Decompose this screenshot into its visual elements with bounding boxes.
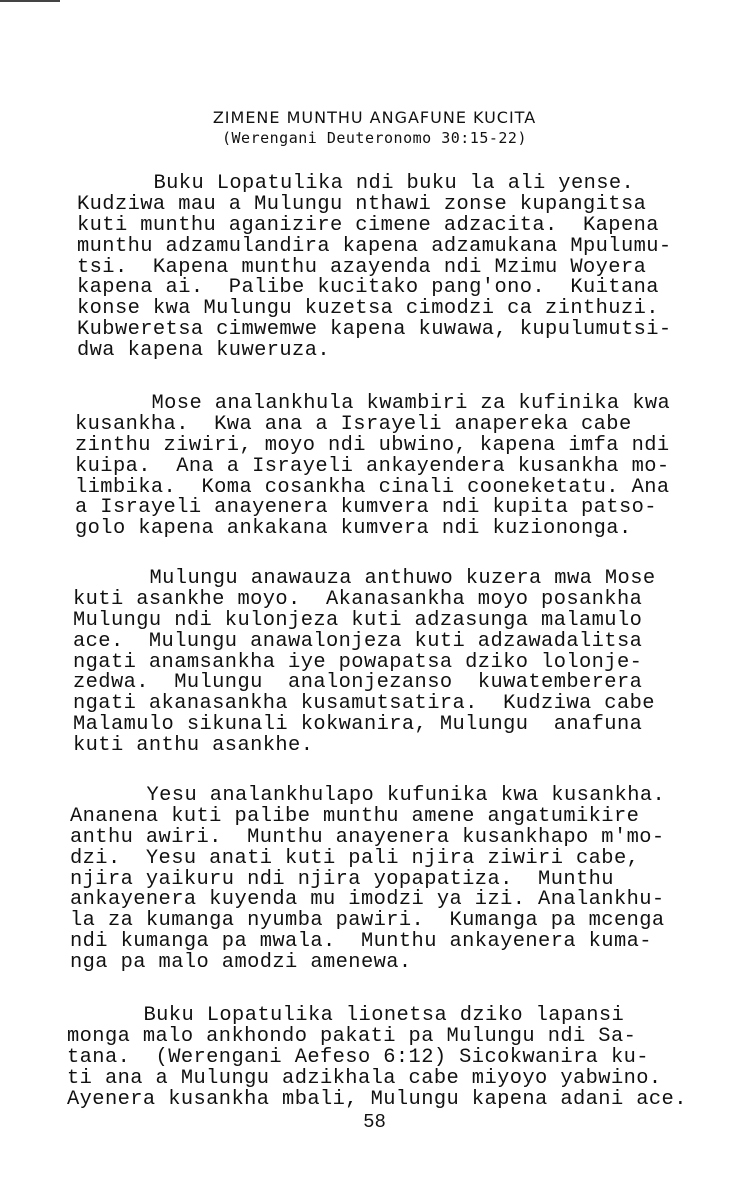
text-line: ngati akanasankha kusamutsatira. Kudziwa cabe xyxy=(73,692,655,716)
page-subtitle: (Werengani Deuteronomo 30:15-22) xyxy=(222,129,527,147)
text-line: ngati anamsankha iye powapatsa dziko lolonje- xyxy=(73,650,643,674)
text-line: kuti asankhe moyo. Akanasankha moyo posankha xyxy=(73,587,643,611)
text-line: monga malo ankhondo pakati pa Mulungu ndi Sa- xyxy=(67,1024,637,1048)
text-line: Malamulo sikunali kokwanira, Mulungu anafuna xyxy=(73,713,643,737)
paragraph-3 xyxy=(73,569,655,757)
text-line: Ananena kuti palibe munthu amene angatumikire xyxy=(70,804,640,828)
text-line: kapena ai. Palibe kucitako pang'ono. Kuitana xyxy=(77,276,659,300)
text-line: dzi. Yesu anati kuti pali njira ziwiri cabe, xyxy=(70,846,640,870)
scan-edge-mark xyxy=(0,0,60,2)
text-line: Mose analankhula kwambiri za kufinika kwa xyxy=(151,392,671,415)
text-line: ti ana a Mulungu adzikhala cabe miyoyo yabwino. xyxy=(67,1066,662,1090)
paragraph-1 xyxy=(77,174,672,362)
text-line: ankayenera kuyenda mu imodzi ya izi. Analankhu- xyxy=(70,888,665,912)
text-line: anthu awiri. Munthu anayenera kusankhapo m'mo- xyxy=(70,825,665,849)
paragraph-2 xyxy=(75,394,670,540)
text-line: ace. Mulungu anawalonjeza kuti adzawadalitsa xyxy=(73,629,643,653)
text-line: Buku Lopatulika ndi buku la ali yense. xyxy=(153,172,635,195)
text-line: njira yaikuru ndi njira yopapatiza. Munthu xyxy=(70,867,614,891)
text-line: Ayenera kusankha mbali, Mulungu kapena adani ace. xyxy=(67,1087,687,1111)
text-line: limbika. Koma cosankha cinali cooneketatu. Ana xyxy=(75,475,670,499)
page-title: ZIMENE MUNTHU ANGAFUNE KUCITA xyxy=(212,108,537,127)
text-line: konse kwa Mulungu kuzetsa cimodzi ca zinthuzi. xyxy=(77,297,659,321)
text-line: la za kumanga nyumba pawiri. Kumanga pa mcenga xyxy=(70,909,665,933)
paragraph-5 xyxy=(67,1006,687,1110)
text-line: Mulungu ndi kulonjeza kuti adzasunga malamulo xyxy=(73,608,643,632)
page-number: 58 xyxy=(363,1111,386,1133)
text-line: golo kapena ankakana kumvera ndi kuziononga. xyxy=(75,517,632,541)
text-line: kuti anthu asankhe. xyxy=(73,734,314,758)
text-line: zedwa. Mulungu analonjezanso kuwatemberera xyxy=(73,671,643,695)
text-line: kuti munthu aganizire cimene adzacita. Kapena xyxy=(77,213,659,237)
text-line: a Israyeli anayenera kumvera ndi kupita patso- xyxy=(75,496,657,520)
text-line: Kudziwa mau a Mulungu nthawi zonse kupangitsa xyxy=(77,192,647,216)
text-line: kusankha. Kwa ana a Israyeli anapereka cabe xyxy=(75,412,632,436)
text-line: dwa kapena kuweruza. xyxy=(77,339,331,363)
paragraph-4 xyxy=(70,786,665,974)
text-line: tana. (Werengani Aefeso 6:12) Sicokwanira ku- xyxy=(67,1045,649,1069)
text-line: Kubweretsa cimwemwe kapena kuwawa, kupulumutsi- xyxy=(77,318,672,342)
text-line: Yesu analankhulapo kufunika kwa kusankha. xyxy=(146,784,666,807)
text-line: Buku Lopatulika lionetsa dziko lapansi xyxy=(143,1004,625,1027)
text-line: Mulungu anawauza anthuwo kuzera mwa Mose xyxy=(149,567,656,590)
text-line: ndi kumanga pa mwala. Munthu ankayenera kuma- xyxy=(70,930,652,954)
text-line: zinthu ziwiri, moyo ndi ubwino, kapena imfa ndi xyxy=(75,433,670,457)
text-line: nga pa malo amodzi amenewa. xyxy=(70,951,412,975)
text-line: tsi. Kapena munthu azayenda ndi Mzimu Woyera xyxy=(77,255,647,279)
text-line: kuipa. Ana a Israyeli ankayendera kusankha mo- xyxy=(75,454,670,478)
text-line: munthu adzamulandira kapena adzamukana Mpulumu- xyxy=(77,234,672,258)
